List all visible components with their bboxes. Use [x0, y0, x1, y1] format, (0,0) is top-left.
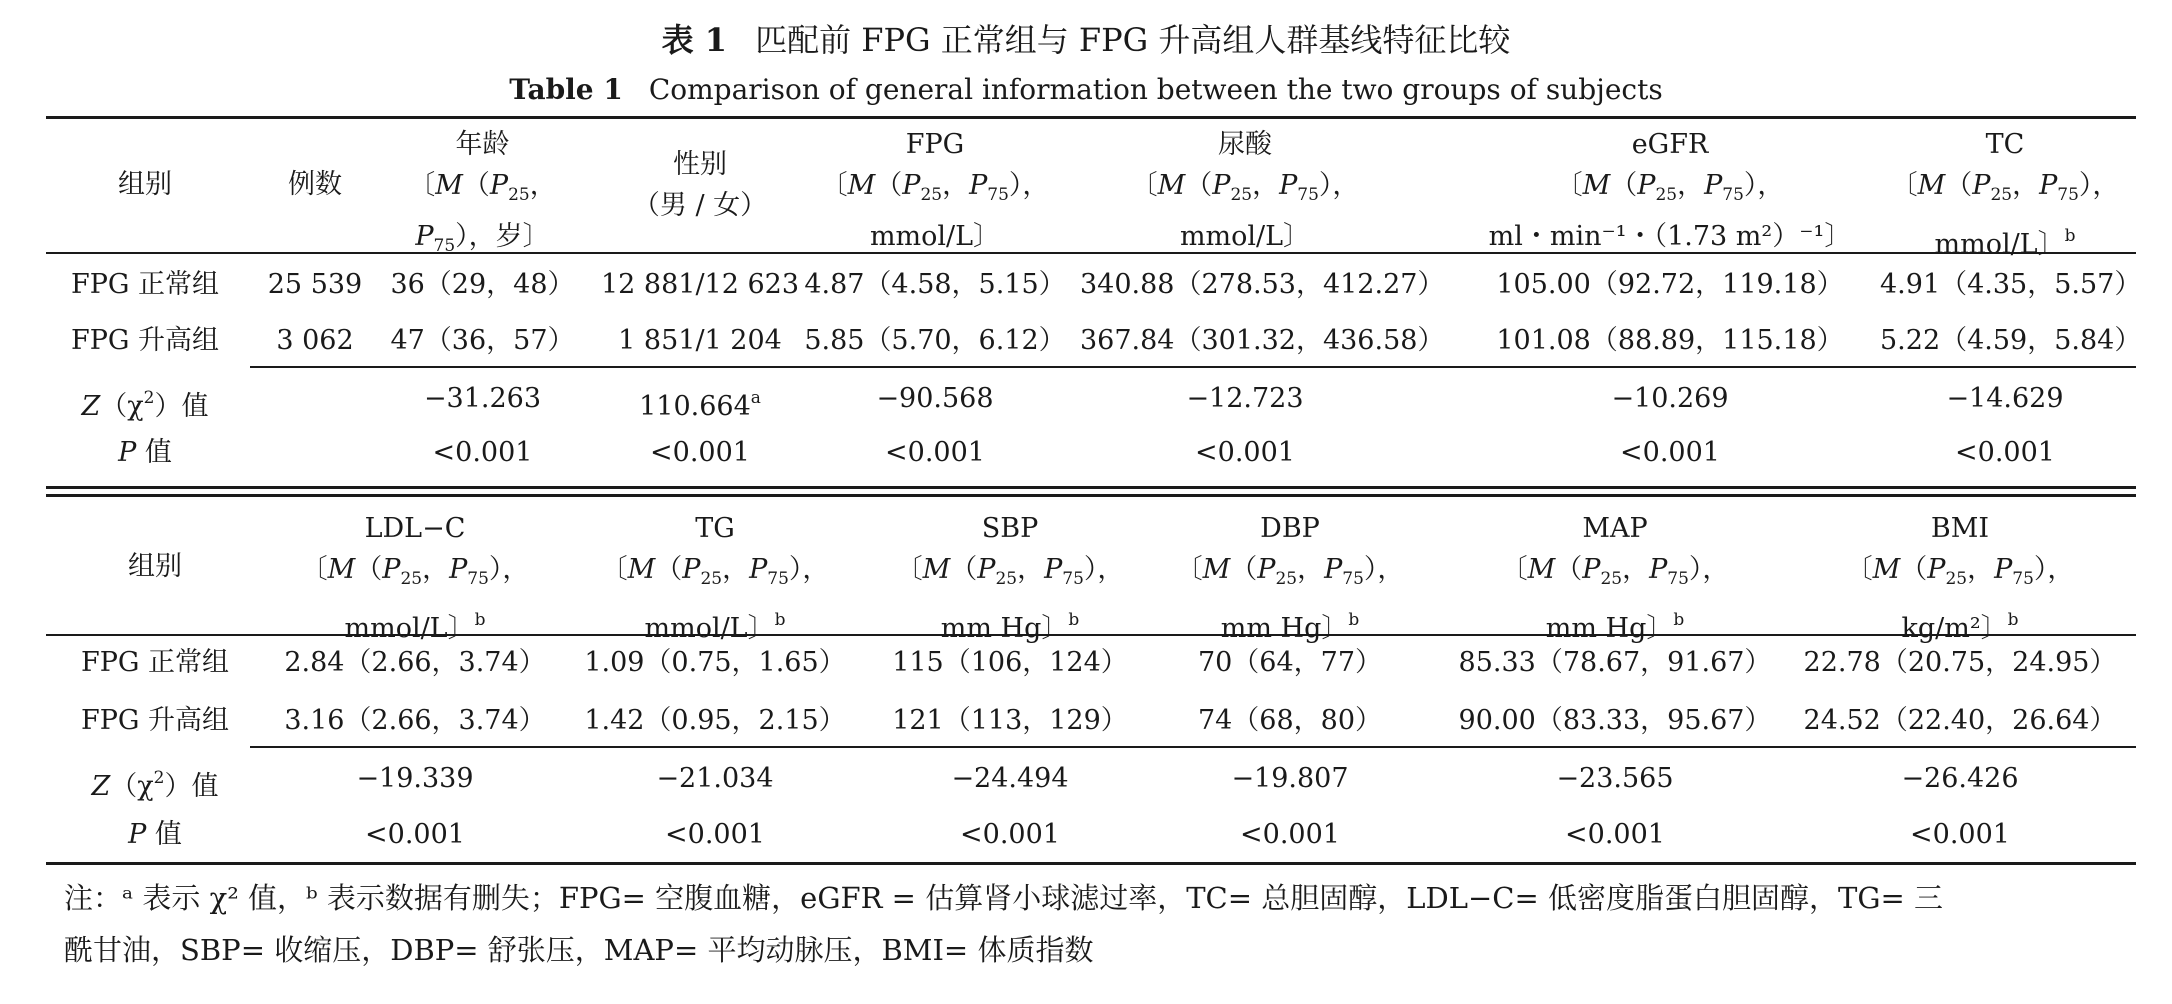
table-title-en: [0, 70, 2172, 110]
t2-row2-ldl: 3.16（2.66，3.74）: [284, 705, 546, 736]
stat-rule-1: [250, 366, 2136, 368]
header-tg: TG 〔$M(P_{25}$，$P_{75}$）， mmol/L〕$^b$: [600, 513, 830, 644]
t1-z-ua: −12.723: [1186, 383, 1304, 414]
header-map: MAP 〔$M(P_{25}$，$P_{75}$）， mm Hg〕$^b$: [1500, 513, 1730, 644]
t2-z-dbp: −19.807: [1231, 763, 1349, 794]
table-caption-en: Comparison of general information between the two groups of subjects: [648, 73, 1663, 106]
t1-p-age: <0.001: [432, 437, 533, 468]
header-group: 组别: [118, 169, 172, 200]
t1-p-fpg: <0.001: [885, 437, 985, 468]
t2-z-ldl: −19.339: [356, 763, 474, 794]
header-tc: TC 〔$M(P_{25}$，$P_{75}$）， mmol/L〕$^b$: [1890, 129, 2120, 260]
t2-row1-tg: 1.09（0.75，1.65）: [584, 647, 846, 678]
t1-row2-sex: 1 851/1 204: [618, 325, 782, 356]
t1-z-sex: 110.664$^a$: [639, 388, 761, 422]
t2-p-bmi: <0.001: [1910, 819, 2010, 850]
t1-row2-fpg: 5.85（5.70，6.12）: [804, 325, 1066, 356]
t1-row1-egfr: 105.00（92.72，119.18）: [1496, 269, 1844, 300]
t2-p-dbp: <0.001: [1240, 819, 1340, 850]
table-title-cn: [0, 18, 2172, 62]
t2-row1-dbp: 70（64，77）: [1197, 647, 1383, 678]
t2-z-bmi: −26.426: [1901, 763, 2019, 794]
t1-z-tc: −14.629: [1946, 383, 2064, 414]
t1-row1-tc: 4.91（4.35，5.57）: [1880, 269, 2142, 300]
t2-row2-bmi: 24.52（22.40，26.64）: [1803, 705, 2117, 736]
t2-z-tg: −21.034: [656, 763, 774, 794]
t2-row2-tg: 1.42（0.95，2.15）: [584, 705, 846, 736]
t1-row1-group: FPG 正常组: [70, 269, 220, 300]
t1-z-age: −31.263: [423, 383, 542, 414]
header-count: 例数: [288, 169, 342, 200]
t2-row2-group: FPG 升高组: [80, 705, 230, 736]
t1-row2-tc: 5.22（4.59，5.84）: [1880, 325, 2142, 356]
header-egfr: eGFR 〔$M(P_{25}$，$P_{75}$）， ml・min⁻¹・（1.73 m²）⁻¹〕: [1488, 129, 1852, 252]
section-rule-b: [46, 494, 2136, 497]
t1-p-tc: <0.001: [1955, 437, 2055, 468]
t2-row1-ldl: 2.84（2.66，3.74）: [284, 647, 546, 678]
t1-z-egfr: −10.269: [1611, 383, 1729, 414]
t2-row2-sbp: 121（113，129）: [892, 705, 1128, 736]
t2-p-tg: <0.001: [665, 819, 765, 850]
header-sex: 性别 （男 / 女）: [632, 149, 768, 221]
bottom-rule: [46, 862, 2136, 865]
header2-group: 组别: [128, 551, 182, 582]
header-uric-acid: 尿酸 〔$M(P_{25}$，$P_{75}$）， mmol/L〕: [1130, 129, 1360, 252]
header-bmi: BMI 〔$M(P_{25}$，$P_{75}$）， kg/m²〕$^b$: [1845, 513, 2075, 644]
t2-z-label: $Z(\chi^2)$值: [91, 768, 219, 802]
note-line-2: 酰甘油，SBP= 收缩压，DBP= 舒张压，MAP= 平均动脉压，BMI= 体质指数: [64, 933, 1094, 967]
t1-p-egfr: <0.001: [1620, 437, 1720, 468]
t1-row1-n: 25 539: [267, 269, 363, 300]
t1-row1-sex: 12 881/12 623: [600, 269, 800, 300]
table-number-en: Table 1: [509, 73, 623, 106]
t1-p-ua: <0.001: [1195, 437, 1295, 468]
t1-row1-age: 36（29，48）: [390, 269, 575, 300]
section-rule-a: [46, 486, 2136, 489]
note-line-1: 注：ᵃ 表示 χ² 值，ᵇ 表示数据有删失；FPG= 空腹血糖，eGFR = 估算肾小球滤过率，TC= 总胆固醇，LDL−C= 低密度脂蛋白胆固醇，TG= 三: [64, 881, 1944, 915]
t2-p-ldl: <0.001: [365, 819, 465, 850]
t2-z-sbp: −24.494: [951, 763, 1069, 794]
header-age: 年龄 〔$M(P_{25}$， $P_{75}$），岁〕: [408, 129, 557, 256]
t1-row1-ua: 340.88（278.53，412.27）: [1080, 269, 1445, 300]
stat-rule-2: [250, 746, 2136, 748]
table-number-cn: 表 1: [661, 21, 728, 59]
t2-row2-dbp: 74（68，80）: [1197, 705, 1383, 736]
t2-row1-group: FPG 正常组: [80, 647, 230, 678]
t2-z-map: −23.565: [1556, 763, 1674, 794]
t1-z-label: $Z(\chi^2)$值: [81, 388, 209, 422]
t1-row2-ua: 367.84（301.32，436.58）: [1080, 325, 1445, 356]
table-caption-cn: 匹配前 FPG 正常组与 FPG 升高组人群基线特征比较: [755, 21, 1511, 59]
t1-row2-egfr: 101.08（88.89，115.18）: [1496, 325, 1844, 356]
t1-row2-age: 47（36，57）: [390, 325, 575, 356]
header-sbp: SBP 〔$M(P_{25}$，$P_{75}$）， mm Hg〕$^b$: [895, 513, 1125, 644]
top-rule: [46, 116, 2136, 119]
t1-row2-group: FPG 升高组: [70, 325, 220, 356]
t2-row1-sbp: 115（106，124）: [892, 647, 1128, 678]
t1-p-sex: <0.001: [650, 437, 750, 468]
header-fpg: FPG 〔$M(P_{25}$，$P_{75}$）， mmol/L〕: [820, 129, 1050, 252]
t1-z-fpg: −90.568: [876, 383, 994, 414]
header-ldl: LDL−C 〔$M(P_{25}$，$P_{75}$）， mmol/L〕$^b$: [300, 513, 530, 644]
t1-row2-n: 3 062: [276, 325, 354, 356]
t2-row1-bmi: 22.78（20.75，24.95）: [1803, 647, 2117, 678]
t2-row1-map: 85.33（78.67，91.67）: [1458, 647, 1772, 678]
t2-p-label: P 值: [128, 819, 182, 850]
t1-row1-fpg: 4.87（4.58，5.15）: [804, 269, 1066, 300]
t2-p-map: <0.001: [1565, 819, 1665, 850]
t1-p-label: P 值: [118, 437, 172, 468]
t2-p-sbp: <0.001: [960, 819, 1060, 850]
t2-row2-map: 90.00（83.33，95.67）: [1458, 705, 1772, 736]
header-dbp: DBP 〔$M(P_{25}$，$P_{75}$）， mm Hg〕$^b$: [1175, 513, 1405, 644]
table-note: [64, 872, 2144, 976]
